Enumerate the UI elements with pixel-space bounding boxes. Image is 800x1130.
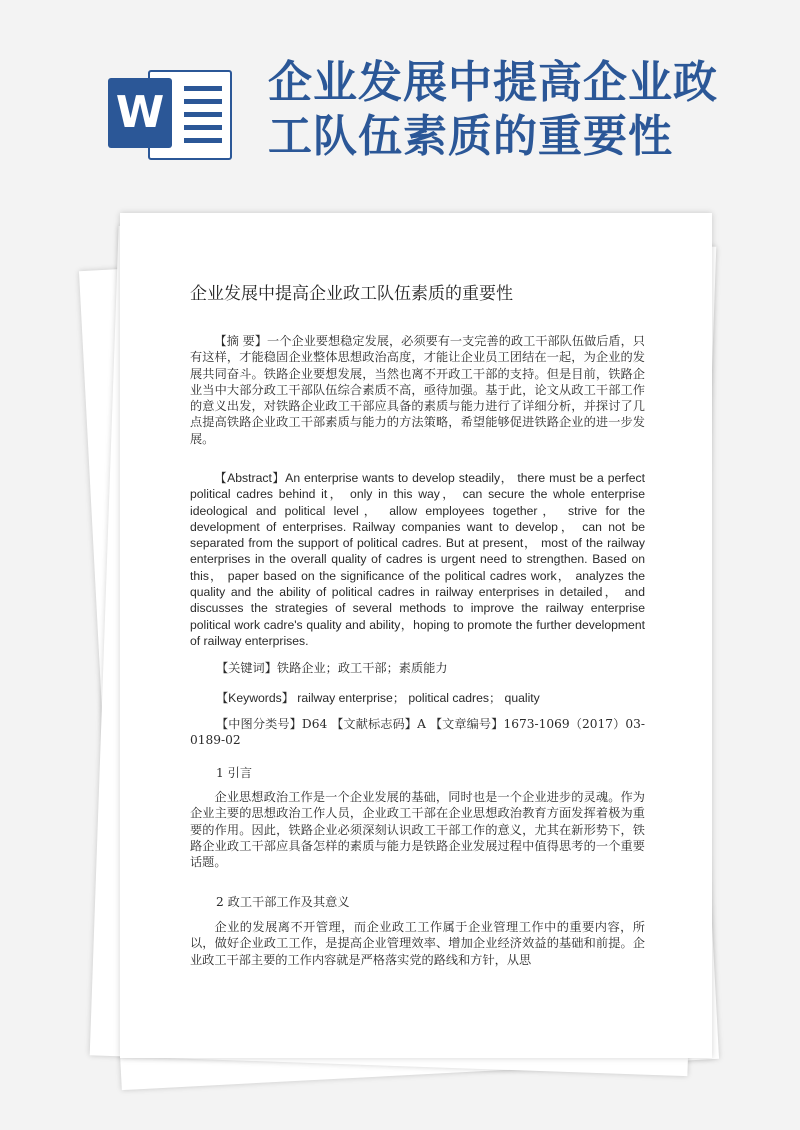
banner-title bbox=[268, 56, 738, 164]
keywords-cn: 【关键词】铁路企业；政工干部；素质能力 bbox=[216, 661, 448, 675]
banner bbox=[0, 0, 800, 200]
section1-text: 企业思想政治工作是一个企业发展的基础，同时也是一个企业进步的灵魂。作为企业主要的思想政治工作人员，企业政工干部在企业思想政治教育方面发挥着极为重要的作用。因此，铁路企业必须深刻认识政工干部工作的意义，尤其在新形势下，铁路企业政工干部应具备怎样的素质与能力是铁路企业发展过程中值得思考的一个重要话题。 bbox=[190, 790, 645, 870]
abstract-en: 【Abstract】An enterprise wants to develop steadily， there must be a perfect political cadres behind it， only in this way， can secure the whole enterprise ideological and political level， allow employees together， strive for the development of enterprises. Railway companies want to develop， can not be separated from the support of political cadres. But at present， most of the railway enterprises in the overall quality of cadres is urgent need to strengthen. Based on this， paper based on the significance of the political cadres work， analyzes the quality and the ability of political cadres in railway enterprises in detailed， and discusses the strategies of several methods to improve the railway enterprise political work cadre's quality and ability，hoping to promote the further development of railway enterprises. bbox=[190, 471, 645, 648]
banner-title-line2: 工队伍素质的重要性 bbox=[268, 111, 673, 162]
section2-text: 企业的发展离不开管理，而企业政工工作属于企业管理工作中的重要内容，所以，做好企业政工工作，是提高企业管理效率、增加企业经济效益的基础和前提。企业政工干部主要的工作内容就是严格落实党的路线和方针，从思 bbox=[190, 920, 645, 967]
keywords-en: 【Keywords】 railway enterprise； political cadres； quality bbox=[216, 691, 540, 705]
abstract-cn: 【摘 要】一个企业要想稳定发展，必须要有一支完善的政工干部队伍做后盾，只有这样，才能稳固企业整体思想政治高度，才能让企业员工团结在一起，为企业的发展共同奋斗。铁路企业要想发展，当然也离不开政工干部的支持。但是目前，铁路企业当中大部分政工干部队伍综合素质不高，亟待加强。基于此，论文从政工干部工作的意义出发，对铁路企业政工干部应具备的素质与能力进行了详细分析，并探讨了几点提高铁路企业政工干部素质与能力的方法策略，希望能够促进铁路企业的进一步发展。 bbox=[190, 334, 645, 446]
word-logo-letter: W bbox=[108, 78, 172, 148]
word-icon bbox=[108, 62, 232, 162]
document-title: 企业发展中提高企业政工队伍素质的重要性 bbox=[190, 284, 513, 304]
classification: 【中图分类号】D64 【文献标志码】A 【文章编号】1673-1069（2017）03-0189-02 bbox=[190, 717, 645, 748]
banner-title-line1: 企业发展中提高企业政 bbox=[268, 57, 718, 108]
document-page bbox=[120, 213, 712, 1058]
section2-heading: 2 政工干部工作及其意义 bbox=[216, 895, 350, 909]
section1-heading: 1 引言 bbox=[216, 766, 253, 780]
